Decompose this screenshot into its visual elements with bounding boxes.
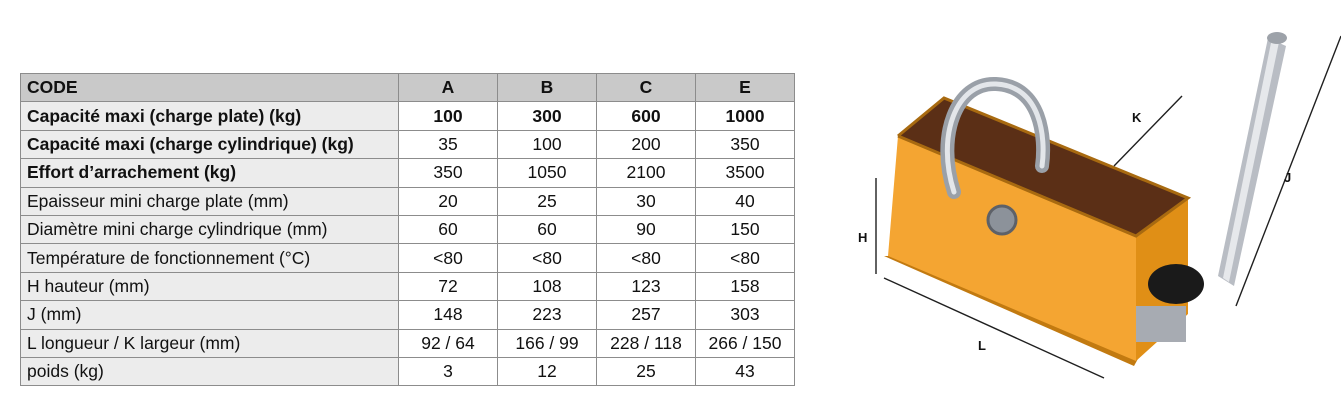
- row-value: <80: [399, 244, 498, 272]
- row-value: 25: [597, 357, 696, 385]
- row-value: 12: [498, 357, 597, 385]
- row-value: 1050: [498, 159, 597, 187]
- row-value: 200: [597, 130, 696, 158]
- header-a: A: [399, 74, 498, 102]
- row-value: 600: [597, 102, 696, 130]
- table-row: [21, 357, 795, 385]
- row-value: 148: [399, 301, 498, 329]
- row-value: 108: [498, 272, 597, 300]
- row-label: H hauteur (mm): [21, 272, 399, 300]
- row-value: 30: [597, 187, 696, 215]
- row-label: Epaisseur mini charge plate (mm): [21, 187, 399, 215]
- lifting-magnet-diagram: [836, 16, 1341, 402]
- table-row: [21, 301, 795, 329]
- row-label: Effort d’arrachement (kg): [21, 159, 399, 187]
- header-code: CODE: [21, 74, 399, 102]
- row-label: Capacité maxi (charge plate) (kg): [21, 102, 399, 130]
- row-value: 72: [399, 272, 498, 300]
- row-label: Température de fonctionnement (°C): [21, 244, 399, 272]
- row-value: 60: [498, 215, 597, 243]
- row-value: 25: [498, 187, 597, 215]
- header-c: C: [597, 74, 696, 102]
- row-value: 92 / 64: [399, 329, 498, 357]
- handle-knob: [1148, 264, 1204, 304]
- row-value: 1000: [696, 102, 795, 130]
- row-value: 20: [399, 187, 498, 215]
- row-value: 60: [399, 215, 498, 243]
- dimension-label-l: L: [978, 338, 986, 353]
- dimension-label-j: J: [1284, 170, 1292, 185]
- table-row: [21, 329, 795, 357]
- table-row: [21, 159, 795, 187]
- row-value: 300: [498, 102, 597, 130]
- row-value: 2100: [597, 159, 696, 187]
- row-value: 266 / 150: [696, 329, 795, 357]
- table-row: [21, 244, 795, 272]
- row-label: poids (kg): [21, 357, 399, 385]
- dimension-label-h: H: [858, 230, 868, 245]
- row-value: 3: [399, 357, 498, 385]
- row-value: <80: [498, 244, 597, 272]
- row-value: 158: [696, 272, 795, 300]
- table-row: [21, 102, 795, 130]
- header-b: B: [498, 74, 597, 102]
- shackle-pin: [988, 206, 1016, 234]
- row-label: J (mm): [21, 301, 399, 329]
- handle-tip: [1267, 32, 1287, 44]
- table-body: [21, 102, 795, 386]
- row-value: 150: [696, 215, 795, 243]
- row-value: <80: [696, 244, 795, 272]
- row-value: <80: [597, 244, 696, 272]
- row-value: 40: [696, 187, 795, 215]
- row-value: 35: [399, 130, 498, 158]
- row-value: 303: [696, 301, 795, 329]
- row-value: 43: [696, 357, 795, 385]
- spec-table: [20, 73, 795, 386]
- row-value: 123: [597, 272, 696, 300]
- dimension-label-k: K: [1132, 110, 1142, 125]
- table-header-row: [21, 74, 795, 102]
- row-value: 3500: [696, 159, 795, 187]
- row-value: 90: [597, 215, 696, 243]
- row-value: 228 / 118: [597, 329, 696, 357]
- row-value: 100: [399, 102, 498, 130]
- row-value: 350: [696, 130, 795, 158]
- table-row: [21, 215, 795, 243]
- row-label: L longueur / K largeur (mm): [21, 329, 399, 357]
- table-row: [21, 187, 795, 215]
- row-value: 166 / 99: [498, 329, 597, 357]
- header-e: E: [696, 74, 795, 102]
- row-value: 100: [498, 130, 597, 158]
- table-row: [21, 130, 795, 158]
- row-label: Diamètre mini charge cylindrique (mm): [21, 215, 399, 243]
- row-value: 223: [498, 301, 597, 329]
- row-value: 350: [399, 159, 498, 187]
- table-row: [21, 272, 795, 300]
- handle-pivot: [1136, 306, 1186, 342]
- row-value: 257: [597, 301, 696, 329]
- row-label: Capacité maxi (charge cylindrique) (kg): [21, 130, 399, 158]
